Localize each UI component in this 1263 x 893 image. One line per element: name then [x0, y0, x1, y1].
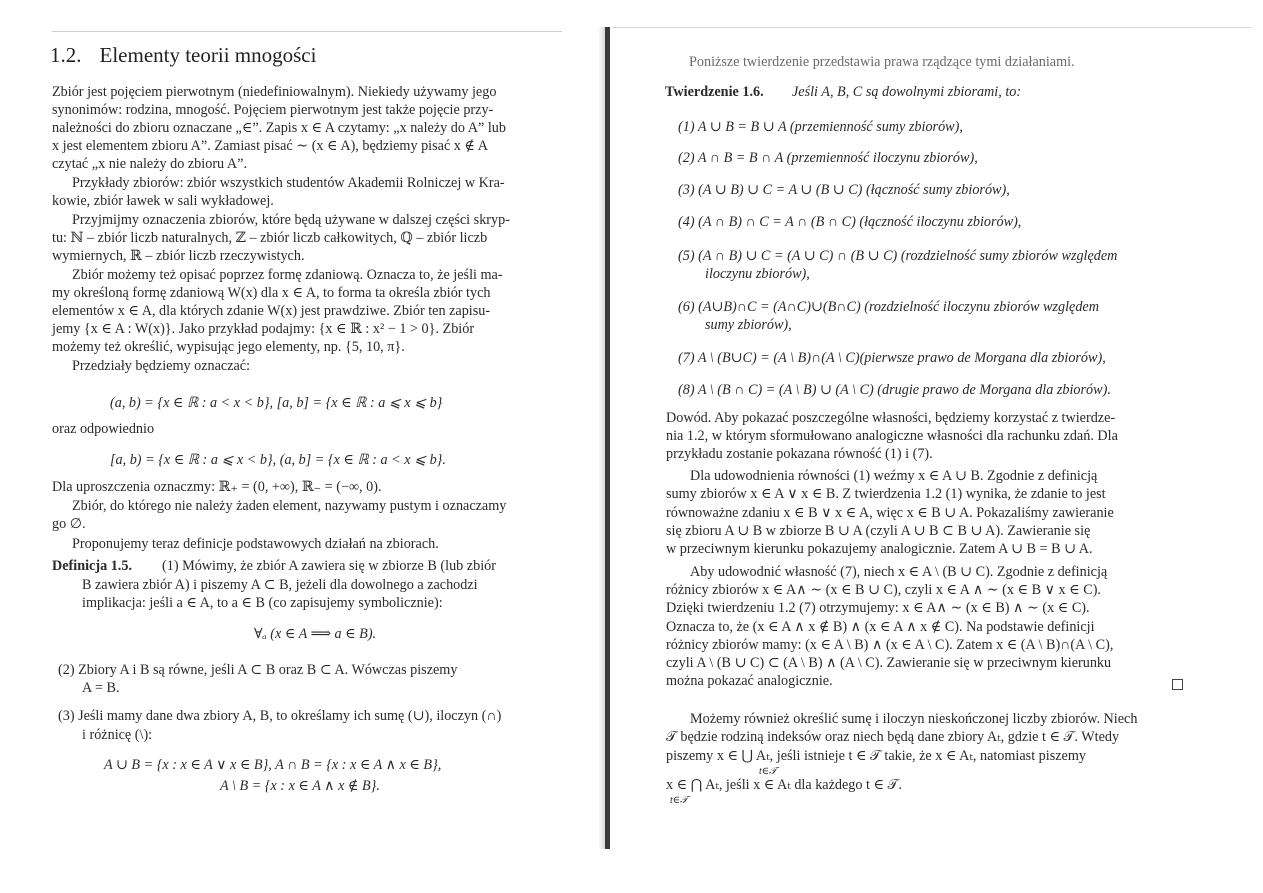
qed-symbol [1172, 679, 1183, 690]
paragraph-line: kowie, zbiór ławek w sali wykładowej. [52, 193, 274, 209]
union-index: t∈𝒯 [759, 766, 777, 777]
definition-label: Definicja 1.5. [52, 558, 132, 574]
definition-line: A = B. [82, 680, 120, 696]
proof-line: przykładu zostanie pokazana równość (1) i (7). [666, 446, 933, 462]
intersection-index: t∈𝒯 [670, 795, 688, 806]
paragraph-line: 𝒯 będzie rodziną indeksów oraz niech będą dane zbiory Aₜ, gdzie t ∈ 𝒯. Wtedy [666, 729, 1120, 745]
proof-line: można pokazać analogicznie. [666, 673, 833, 689]
proof-line: się zbioru A ∪ B w zbiorze B ∪ A (czyli A ∪ B ⊂ B ∪ A). Zawieranie się [666, 523, 1091, 539]
theorem-item-continued: iloczynu zbiorów), [705, 266, 810, 282]
definition-line: i różnicę (\): [82, 727, 153, 743]
proof-line: w przeciwnym kierunku pokazujemy analogicznie. Zatem A ∪ B = B ∪ A. [666, 541, 1093, 557]
proof-line: Aby udowodnić własność (7), niech x ∈ A \ (B ∪ C). Zgodnie z definicją [690, 564, 1108, 580]
paragraph-line: Zbiór, do którego nie należy żaden element, nazywamy pustym i oznaczamy [72, 498, 507, 514]
display-equation: ∀ₐ (x ∈ A ⟹ a ∈ B). [254, 626, 377, 642]
paragraph-line: Dla uproszczenia oznaczmy: ℝ₊ = (0, +∞), ℝ₋ = (−∞, 0). [52, 479, 382, 495]
right-page [612, 0, 1263, 893]
theorem-item-continued: sumy zbiorów), [705, 317, 792, 333]
left-header-rule [52, 31, 562, 32]
right-header-rule [612, 27, 1252, 28]
theorem-item: (6) (A∪B)∩C = (A∩C)∪(B∩C) (rozdzielność iloczynu zbiorów względem [678, 299, 1099, 315]
paragraph-line: Zbiór jest pojęciem pierwotnym (niedefiniowalnym). Niekiedy używamy jego [52, 84, 497, 100]
theorem-item: (4) (A ∩ B) ∩ C = A ∩ (B ∩ C) (łączność iloczynu zbiorów), [678, 214, 1022, 230]
display-equation: [a, b) = {x ∈ ℝ : a ⩽ x < b}, (a, b] = {x ∈ ℝ : a < x ⩽ b}. [110, 452, 446, 468]
theorem-item: (2) A ∩ B = B ∩ A (przemienność iloczynu zbiorów), [678, 150, 978, 166]
theorem-item: (3) (A ∪ B) ∪ C = A ∪ (B ∪ C) (łączność sumy zbiorów), [678, 182, 1010, 198]
paragraph-line: go ∅. [52, 516, 86, 532]
paragraph-line: Proponujemy teraz definicje podstawowych działań na zbiorach. [72, 536, 439, 552]
paragraph-line: wymiernych, ℝ – zbiór liczb rzeczywistych. [52, 248, 305, 264]
definition-line: B zawiera zbiór A) i piszemy A ⊂ B, jeżeli dla dowolnego a zachodzi [82, 577, 478, 593]
section-title: Elementy teorii mnogości [99, 43, 317, 67]
theorem-label: Twierdzenie 1.6. [665, 84, 764, 100]
theorem-item: (7) A \ (B∪C) = (A \ B)∩(A \ C)(pierwsze prawo de Morgana dla zbiorów), [678, 350, 1106, 366]
proof-line: Dzięki twierdzeniu 1.2 (7) otrzymujemy: x ∈ A∧ ∼ (x ∈ B) ∧ ∼ (x ∈ C). [666, 600, 1090, 616]
paragraph-line: elementów x ∈ A, dla których zdanie W(x) jest prawdziwe. Zbiór ten zapisu- [52, 303, 491, 319]
paragraph-line: x jest elementem zbioru A”. Zamiast pisać ∼ (x ∈ A), będziemy pisać x ∉ A [52, 138, 488, 154]
definition-line: (1) Mówimy, że zbiór A zawiera się w zbiorze B (lub zbiór [162, 558, 496, 574]
definition-line: (3) Jeśli mamy dane dwa zbiory A, B, to określamy ich sumę (∪), iloczyn (∩) [58, 708, 502, 724]
theorem-statement: Jeśli A, B, C są dowolnymi zbiorami, to: [792, 84, 1022, 100]
paragraph-line: możemy też określić, wypisując jego elementy, np. {5, 10, π}. [52, 339, 405, 355]
paragraph-line: jemy {x ∈ A : W(x)}. Jako przykład podajmy: {x ∈ ℝ : x² − 1 > 0}. Zbiór [52, 321, 475, 337]
paragraph-line: Przyjmijmy oznaczenia zbiorów, które będą używane w dalszej części skryp- [72, 212, 510, 228]
paragraph-line: my określoną formę zdaniową W(x) dla x ∈ A, to forma ta określa zbiór tych [52, 285, 491, 301]
paragraph-line: Możemy również określić sumę i iloczyn nieskończonej liczby zbiorów. Niech [690, 711, 1138, 727]
proof-line: Oznacza to, że (x ∈ A ∧ x ∉ B) ∧ (x ∈ A ∧ x ∉ C). Na podstawie definicji [666, 619, 1095, 635]
paragraph-line: piszemy x ∈ ⋃ Aₜ, jeśli istnieje t ∈ 𝒯 takie, że x ∈ Aₜ, natomiast piszemy [666, 748, 1086, 764]
section-number: 1.2. [50, 43, 82, 67]
proof-line: sumy zbiorów x ∈ A ∨ x ∈ B. Z twierdzenia 1.2 (1) wynika, że zdanie to jest [666, 486, 1106, 502]
definition-line: implikacja: jeśli a ∈ A, to a ∈ B (co zapisujemy symbolicznie): [82, 595, 443, 611]
display-equation: (a, b) = {x ∈ ℝ : a < x < b}, [a, b] = {x ∈ ℝ : a ⩽ x ⩽ b} [110, 395, 443, 411]
theorem-item: (5) (A ∩ B) ∪ C = (A ∪ C) ∩ (B ∪ C) (rozdzielność sumy zbiorów względem [678, 248, 1118, 264]
left-page [0, 0, 600, 893]
proof-line: nia 1.2, w którym sformułowano analogiczne własności dla rachunku zdań. Dla [666, 428, 1118, 444]
theorem-item: (8) A \ (B ∩ C) = (A \ B) ∪ (A \ C) (drugie prawo de Morgana dla zbiorów). [678, 382, 1111, 398]
paragraph-line: należności do zbioru oznaczane „∈”. Zapis x ∈ A czytamy: „x należy do A” lub [52, 120, 506, 136]
paragraph-line: Przykłady zbiorów: zbiór wszystkich studentów Akademii Rolniczej w Kra- [72, 175, 505, 191]
display-equation: A ∪ B = {x : x ∈ A ∨ x ∈ B}, A ∩ B = {x : x ∈ A ∧ x ∈ B}, [104, 757, 442, 773]
proof-line: równoważne zdaniu x ∈ B ∨ x ∈ A, więc x ∈ B ∪ A. Pokazaliśmy zawieranie [666, 505, 1114, 521]
proof-line: różnicy zbiorów x ∈ A∧ ∼ (x ∈ B ∪ C), czyli x ∈ A ∧ ∼ (x ∈ B ∨ x ∈ C). [666, 582, 1101, 598]
paragraph-line: synonimów: rodzina, mnogość. Pojęciem pierwotnym jest także pojęcie przy- [52, 102, 494, 118]
theorem-item: (1) A ∪ B = B ∪ A (przemienność sumy zbiorów), [678, 119, 963, 135]
book-gutter [605, 27, 610, 849]
paragraph-line: Zbiór możemy też opisać poprzez formę zdaniową. Oznacza to, że jeśli ma- [72, 267, 503, 283]
display-equation: A \ B = {x : x ∈ A ∧ x ∉ B}. [220, 778, 380, 794]
proof-line: różnicy zbiorów mamy: (x ∈ A \ B) ∧ (x ∈ A \ C). Zatem x ∈ (A \ B)∩(A \ C), [666, 637, 1114, 653]
definition-line: (2) Zbiory A i B są równe, jeśli A ⊂ B oraz B ⊂ A. Wówczas piszemy [58, 662, 458, 678]
proof-line: Dla udowodnienia równości (1) weźmy x ∈ A ∪ B. Zgodnie z definicją [690, 468, 1098, 484]
proof-line: czyli A \ (B ∪ C) ⊂ (A \ B) ∧ (A \ C). Zawieranie się w przeciwnym kierunku [666, 655, 1112, 671]
paragraph-line: oraz odpowiednio [52, 421, 155, 437]
proof-line: Dowód. Aby pokazać poszczególne własności, będziemy korzystać z twierdze- [666, 410, 1116, 426]
theorem-intro: Poniższe twierdzenie przedstawia prawa rządzące tymi działaniami. [689, 54, 1075, 70]
section-heading [50, 42, 316, 68]
paragraph-line: Przedziały będziemy oznaczać: [72, 358, 251, 374]
paragraph-line: tu: ℕ – zbiór liczb naturalnych, ℤ – zbiór liczb całkowitych, ℚ – zbiór liczb [52, 230, 488, 246]
paragraph-line: x ∈ ⋂ Aₜ, jeśli x ∈ Aₜ dla każdego t ∈ 𝒯. [666, 777, 902, 793]
paragraph-line: czytać „x nie należy do zbioru A”. [52, 156, 247, 172]
